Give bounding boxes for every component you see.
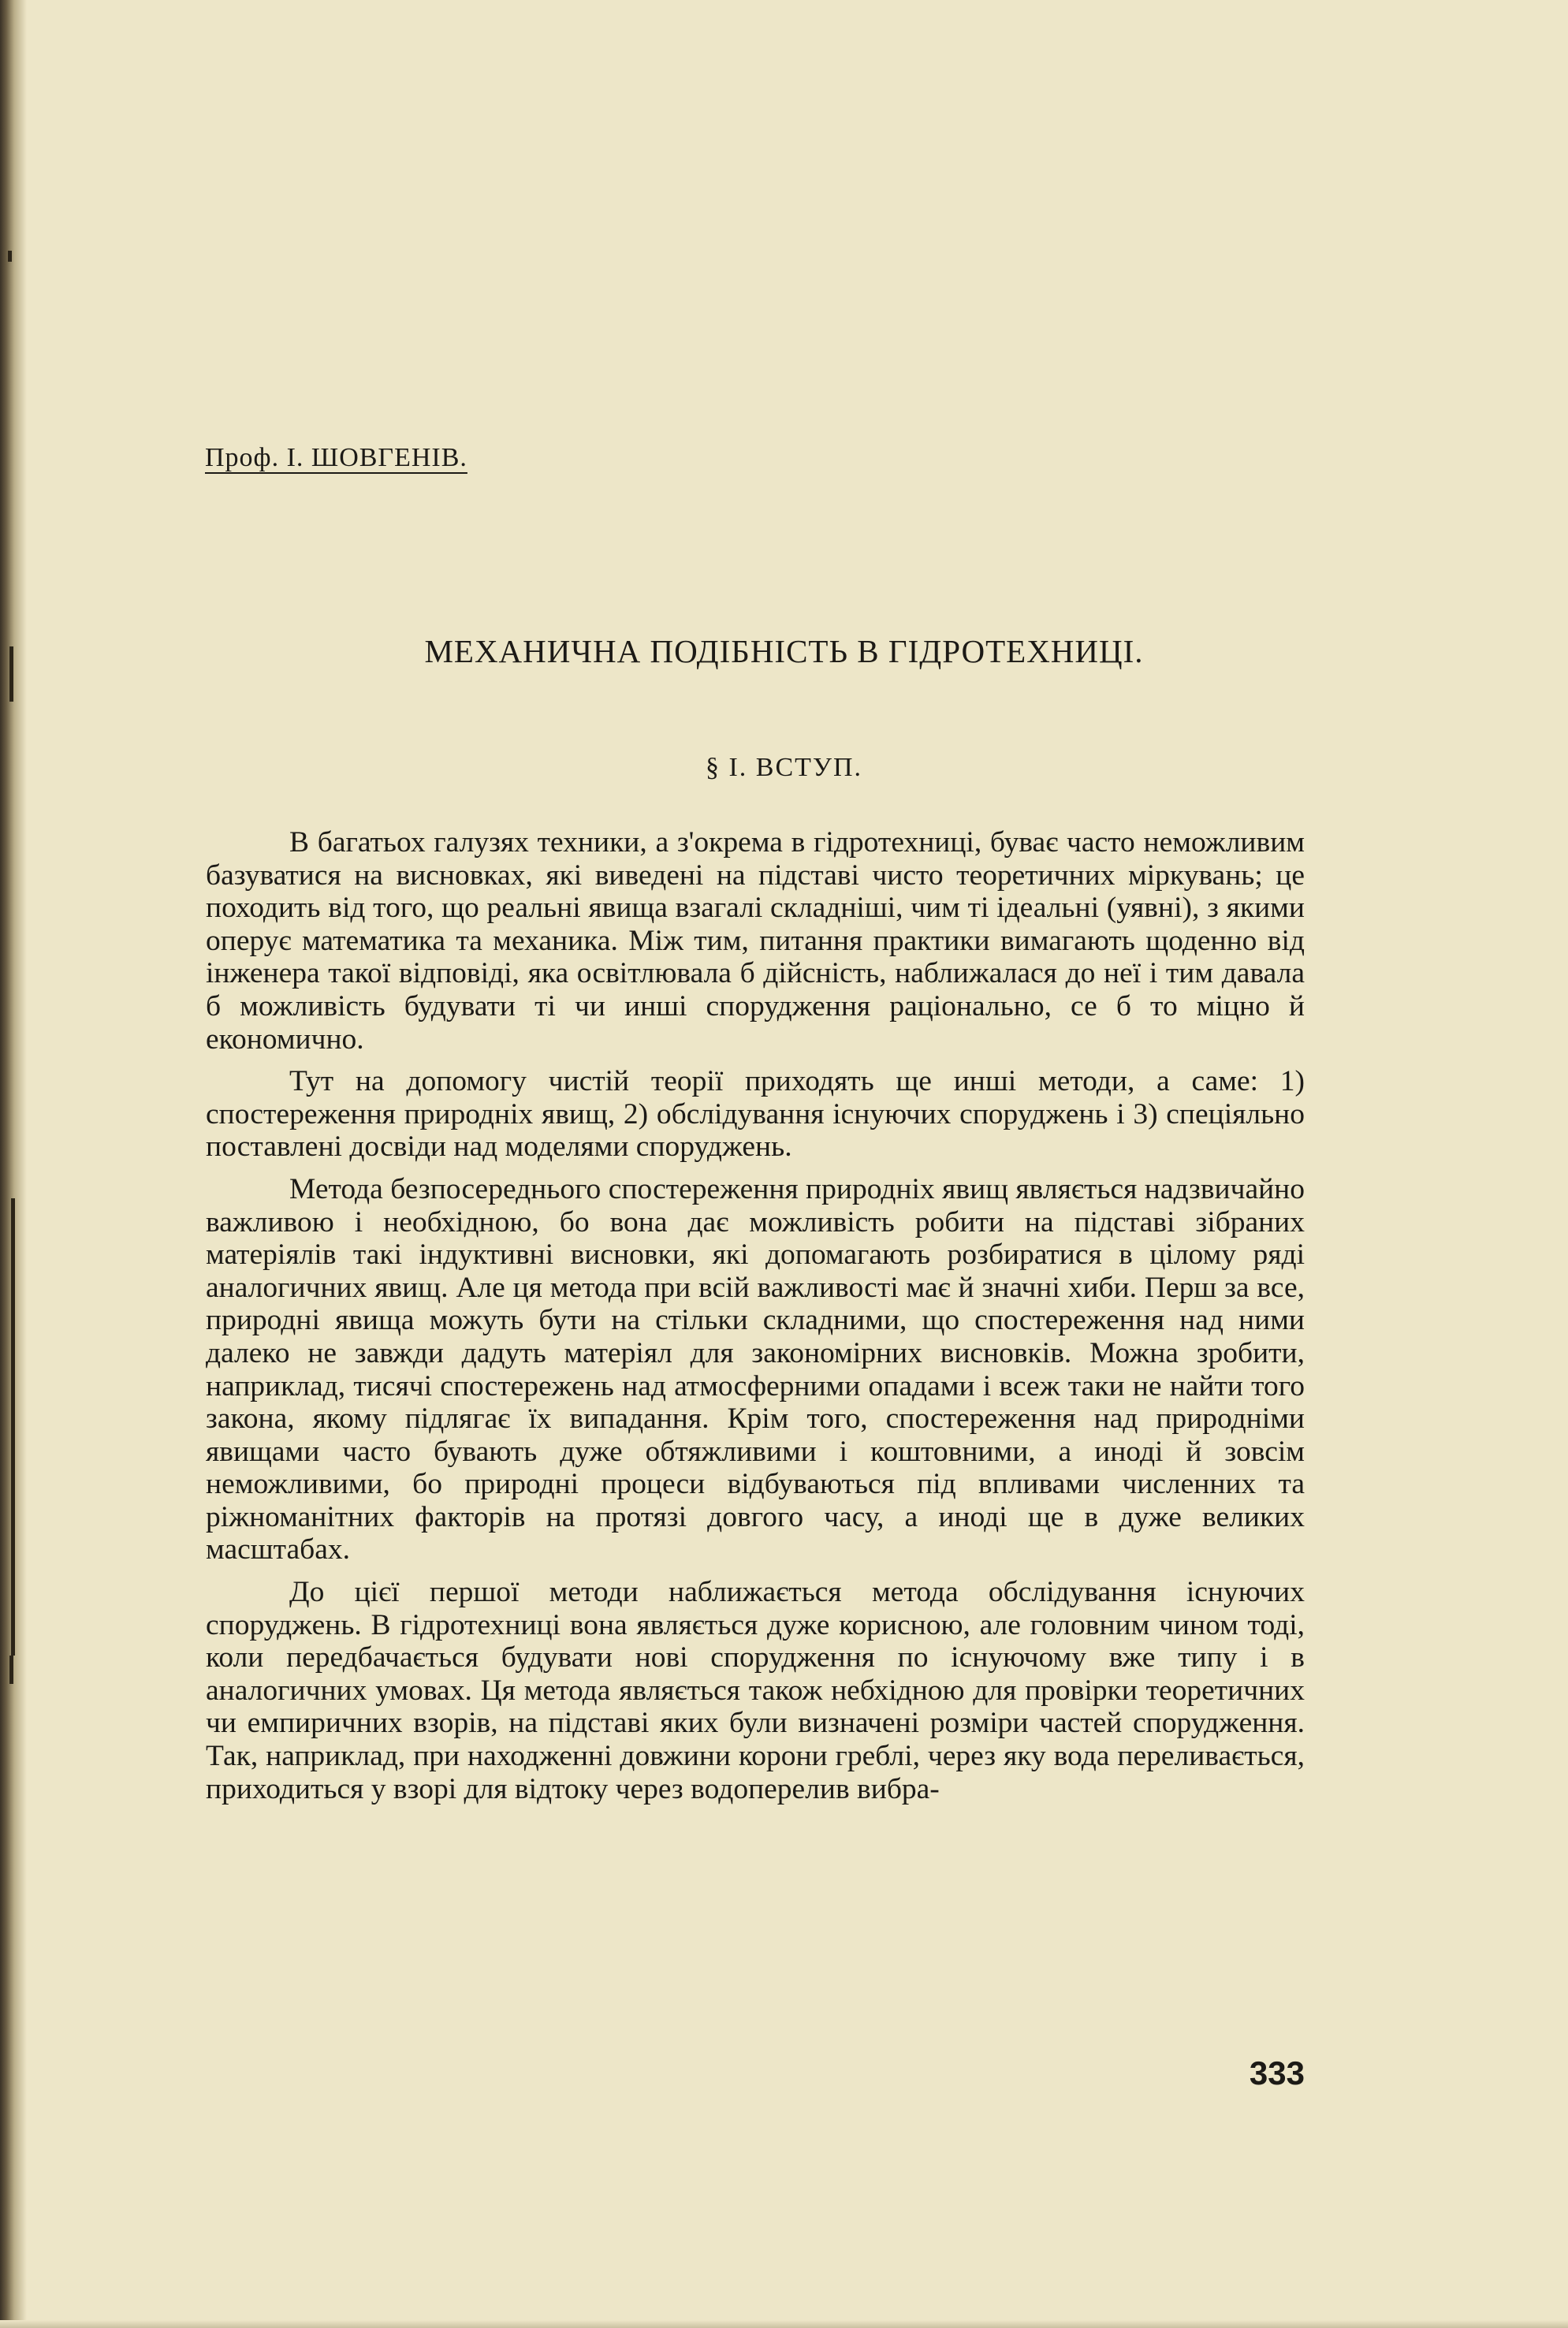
edge-mark <box>8 251 12 262</box>
paragraph: В багатьох галузях техники, а з'окрема в гідротехниці, буває часто неможливим базуватися на висновках, які виведені на підставі чисто теоретичних міркувань; це походить від того, що реальні явища взагалі складніші, чим ті ідеальні (уявні), з якими оперує математика та механика. Між тим, питання практики вимагають щоденно від інженера такої відповіді, яка освітлювала б дійсність, наближалася до неї і тим давала б можливість будувати ті чи инші спорудження раціонально, се б то міцно й економично. <box>206 826 1305 1056</box>
paragraph: До цієї першої методи наближається метода обслідування існуючих споруджень. В гідротехниці вона являється дуже корисною, але головним чином тоді, коли передбачається будувати нові спорудження по існуючому вже типу і в аналогичних умовах. Ця метода являється також небхідною для провірки теоретичних чи емпиричних взорів, на підставі яких були визначені розміри частей спорудження. Так, наприклад, при находженні довжини корони греблі, через яку вода переливається, приходиться у взорі для відтоку через водоперелив вибра- <box>206 1576 1305 1805</box>
binding-edge <box>0 0 27 2328</box>
author-line: Проф. І. ШОВГЕНІВ. <box>205 443 467 472</box>
edge-mark <box>9 1656 13 1684</box>
bottom-edge <box>0 2320 1568 2328</box>
section-heading: § І. ВСТУП. <box>705 753 863 782</box>
page-number: 333 <box>1249 2054 1305 2091</box>
body-text <box>206 826 1305 1815</box>
paragraph: Тут на допомогу чистій теорії приходять ще инші методи, а саме: 1) спостереження природніх явищ, 2) обслідування існуючих споруджень і 3) спеціяльно поставлені досвіди над моделями споруджень. <box>206 1065 1305 1164</box>
edge-mark <box>11 1198 15 1656</box>
paragraph: Метода безпосереднього спостереження природніх явищ являється надзвичайно важливою і необхідною, бо вона дає можливість робити на підставі зібраних матеріялів такі індуктивні висновки, які допомагають розбиратися в цілому ряді аналогичних явищ. Але ця метода при всій важливості має й значні хиби. Перш за все, природні явища можуть бути на стільки складними, що спостереження над ними далеко не завжди дадуть матеріял для закономірних висновків. Можна зробити, наприклад, тисячі спостережень над атмосферними опадами і всеж таки не найти того закона, якому підлягає їх випадання. Крім того, спостереження над природніми явищами часто бувають дуже обтяжливими і коштовними, а иноді й зовсім неможливими, бо природні процеси відбуваються під впливами численних та ріжноманітних факторів на протязі довгого часу, а иноді ще в дуже великих масштабах. <box>206 1172 1305 1566</box>
article-title: МЕХАНИЧНА ПОДІБНІСТЬ В ГІДРОТЕХНИЦІ. <box>424 633 1144 669</box>
